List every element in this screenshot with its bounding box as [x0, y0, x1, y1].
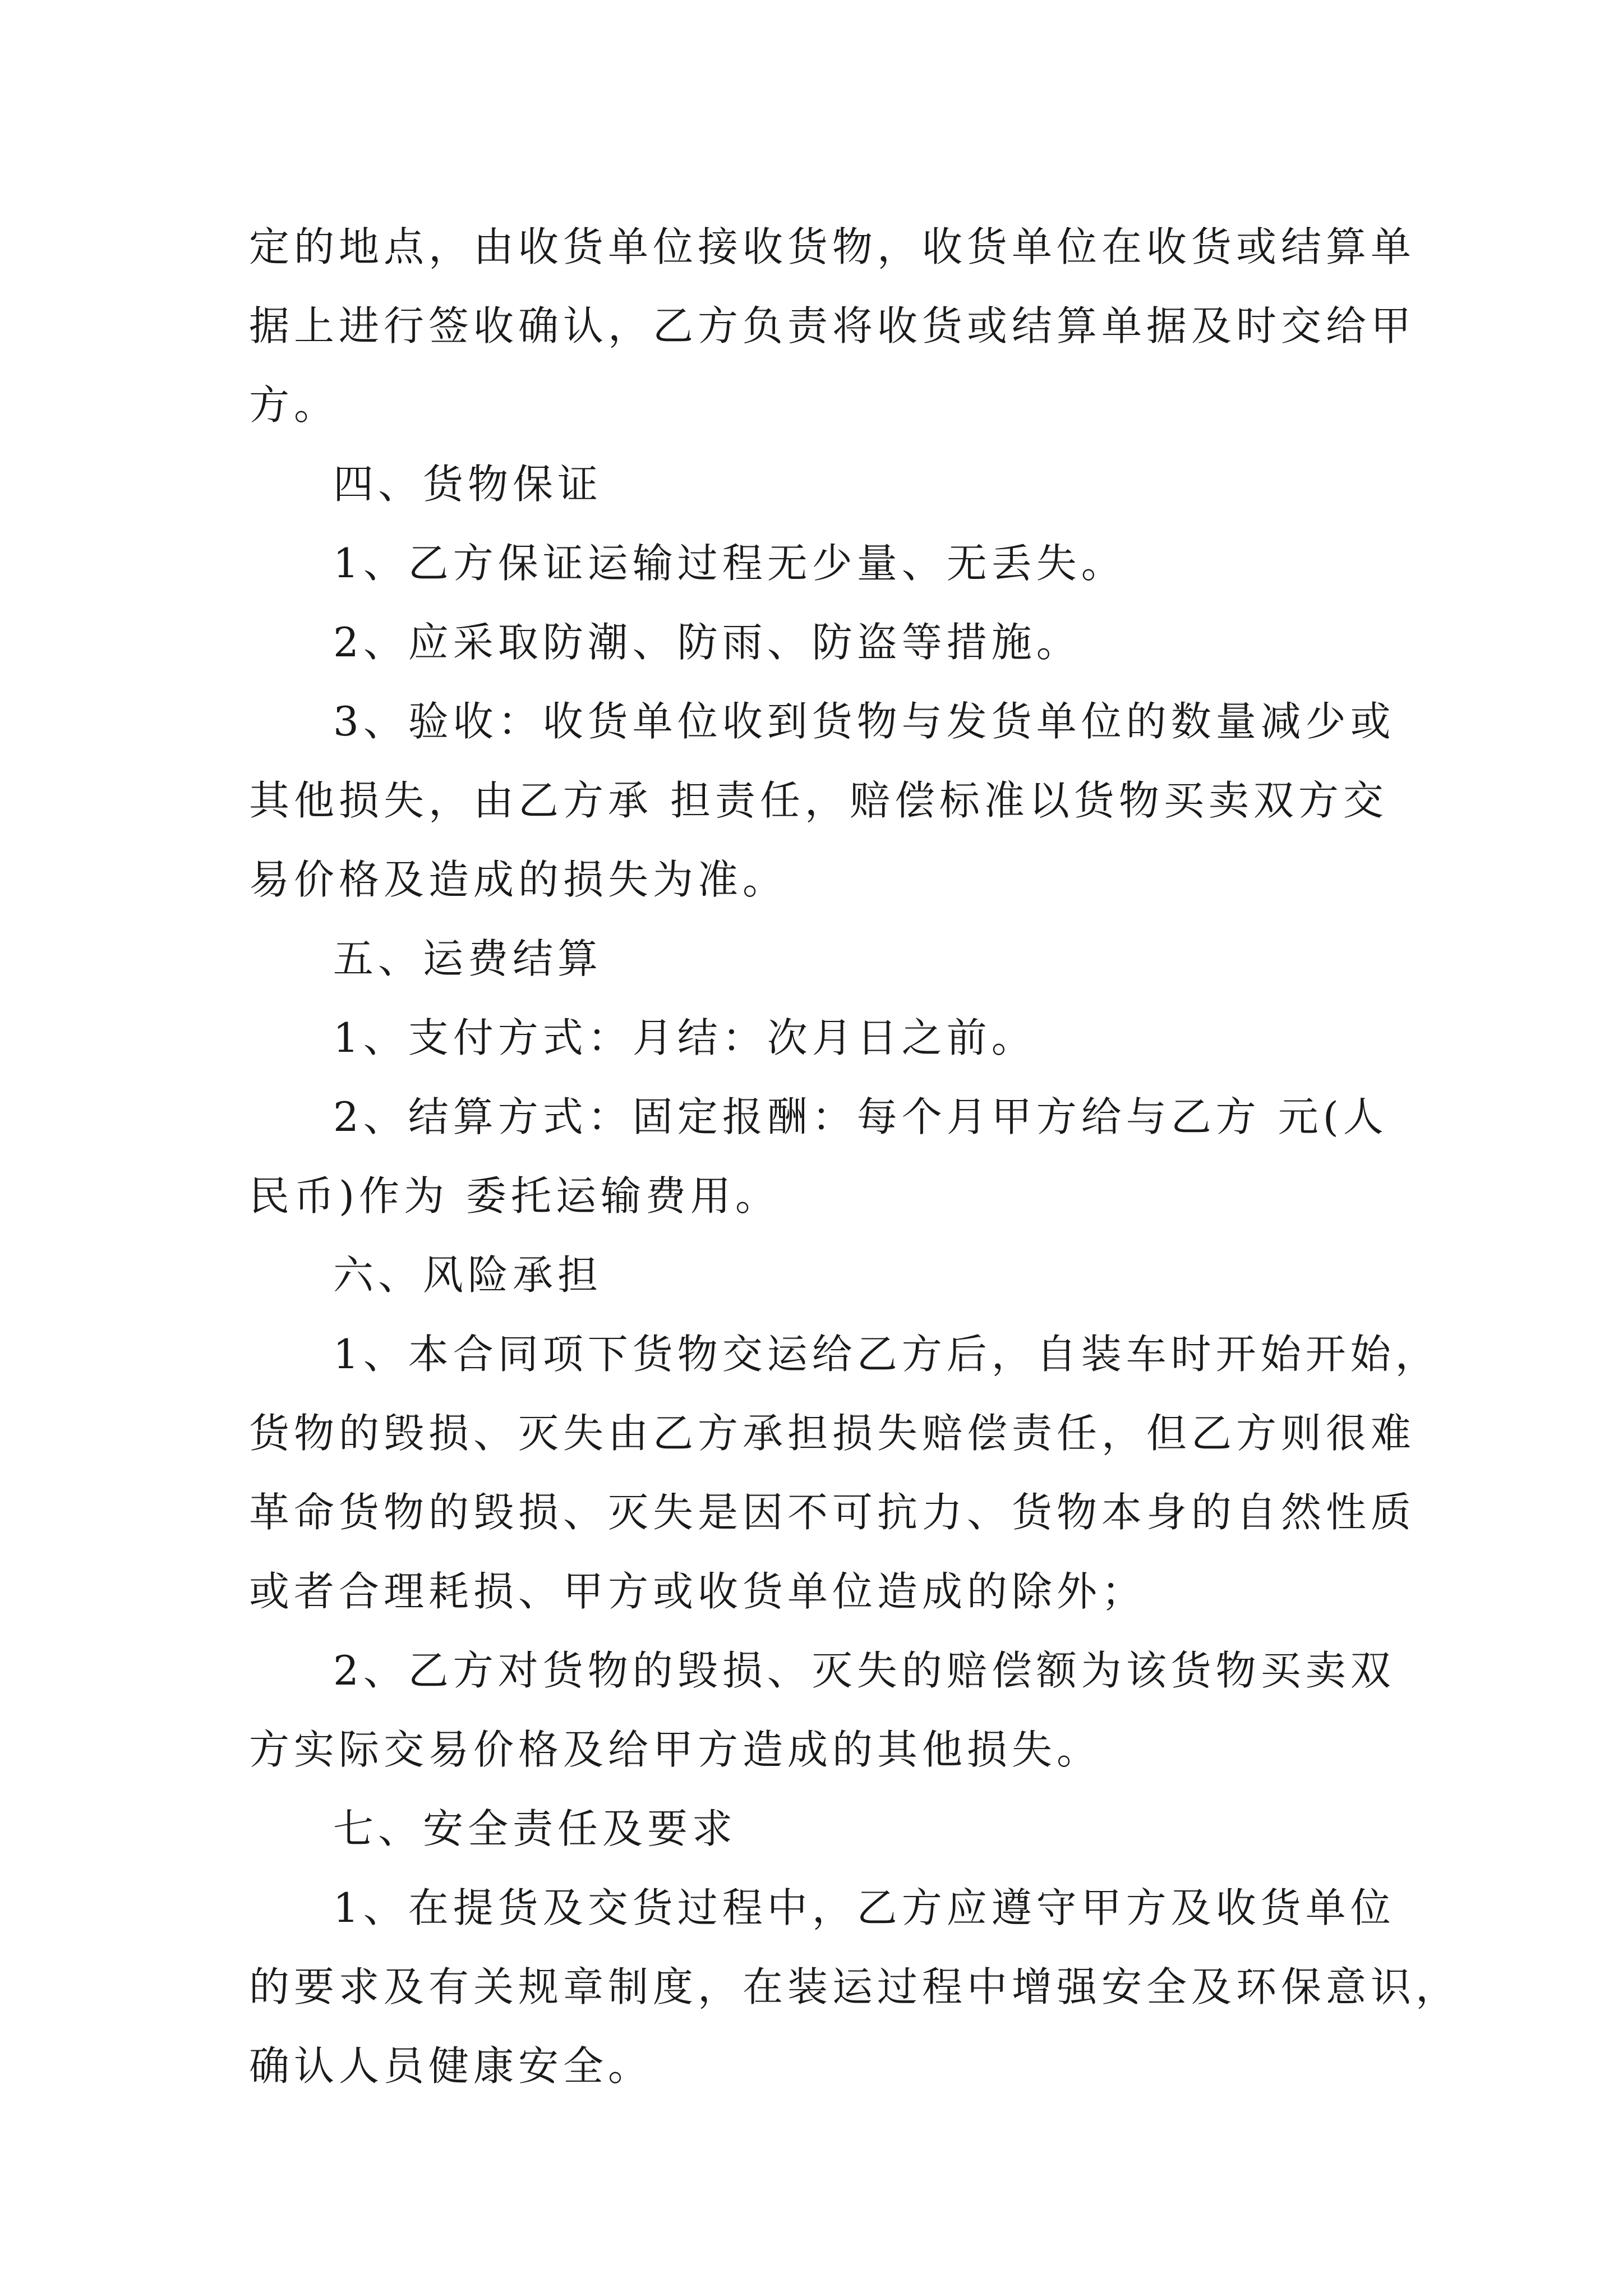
- text-line: 易价格及造成的损失为准。: [249, 856, 788, 903]
- section-heading: 五、运费结算: [333, 935, 603, 982]
- text-line: 其他损失，由乙方承 担责任，赔偿标准以货物买卖双方交: [249, 777, 1388, 824]
- text-line: 3、验收：收货单位收到货物与发货单位的数量减少或: [333, 698, 1395, 745]
- text-line: 1、本合同项下货物交运给乙方后，自装车时开始开始，: [333, 1331, 1440, 1378]
- text-line: 2、结算方式：固定报酬：每个月甲方给与乙方 元(人: [333, 1093, 1388, 1140]
- text-line: 或者合理耗损、甲方或收货单位造成的除外；: [249, 1568, 1147, 1615]
- text-line: 革命货物的毁损、灭失是因不可抗力、货物本身的自然性质: [249, 1489, 1416, 1536]
- text-line: 1、乙方保证运输过程无少量、无丢失。: [333, 540, 1126, 587]
- text-line: 2、乙方对货物的毁损、灭失的赔偿额为该货物买卖双: [333, 1647, 1395, 1694]
- text-line: 民币)作为 委托运输费用。: [249, 1172, 780, 1220]
- text-line: 1、在提货及交货过程中，乙方应遵守甲方及收货单位: [333, 1884, 1395, 1931]
- text-line: 确认人员健康安全。: [249, 2042, 653, 2090]
- text-line: 方实际交易价格及给甲方造成的其他损失。: [249, 1726, 1102, 1773]
- text-line: 2、应采取防潮、防雨、防盗等措施。: [333, 619, 1081, 666]
- text-line: 1、支付方式：月结：次月日之前。: [333, 1014, 1036, 1061]
- text-line: 方。: [249, 381, 339, 429]
- section-heading: 七、安全责任及要求: [333, 1805, 737, 1852]
- contract-body: [249, 208, 1461, 2106]
- text-line: 定的地点，由收货单位接收货物，收货单位在收货或结算单: [249, 223, 1416, 270]
- section-heading: 四、货物保证: [333, 461, 603, 508]
- text-line: 据上进行签收确认，乙方负责将收货或结算单据及时交给甲: [249, 302, 1416, 349]
- text-line: 货物的毁损、灭失由乙方承担损失赔偿责任，但乙方则很难: [249, 1410, 1416, 1457]
- text-line: 的要求及有关规章制度，在装运过程中增强安全及环保意识，: [249, 1963, 1461, 2010]
- section-heading: 六、风险承担: [333, 1251, 603, 1299]
